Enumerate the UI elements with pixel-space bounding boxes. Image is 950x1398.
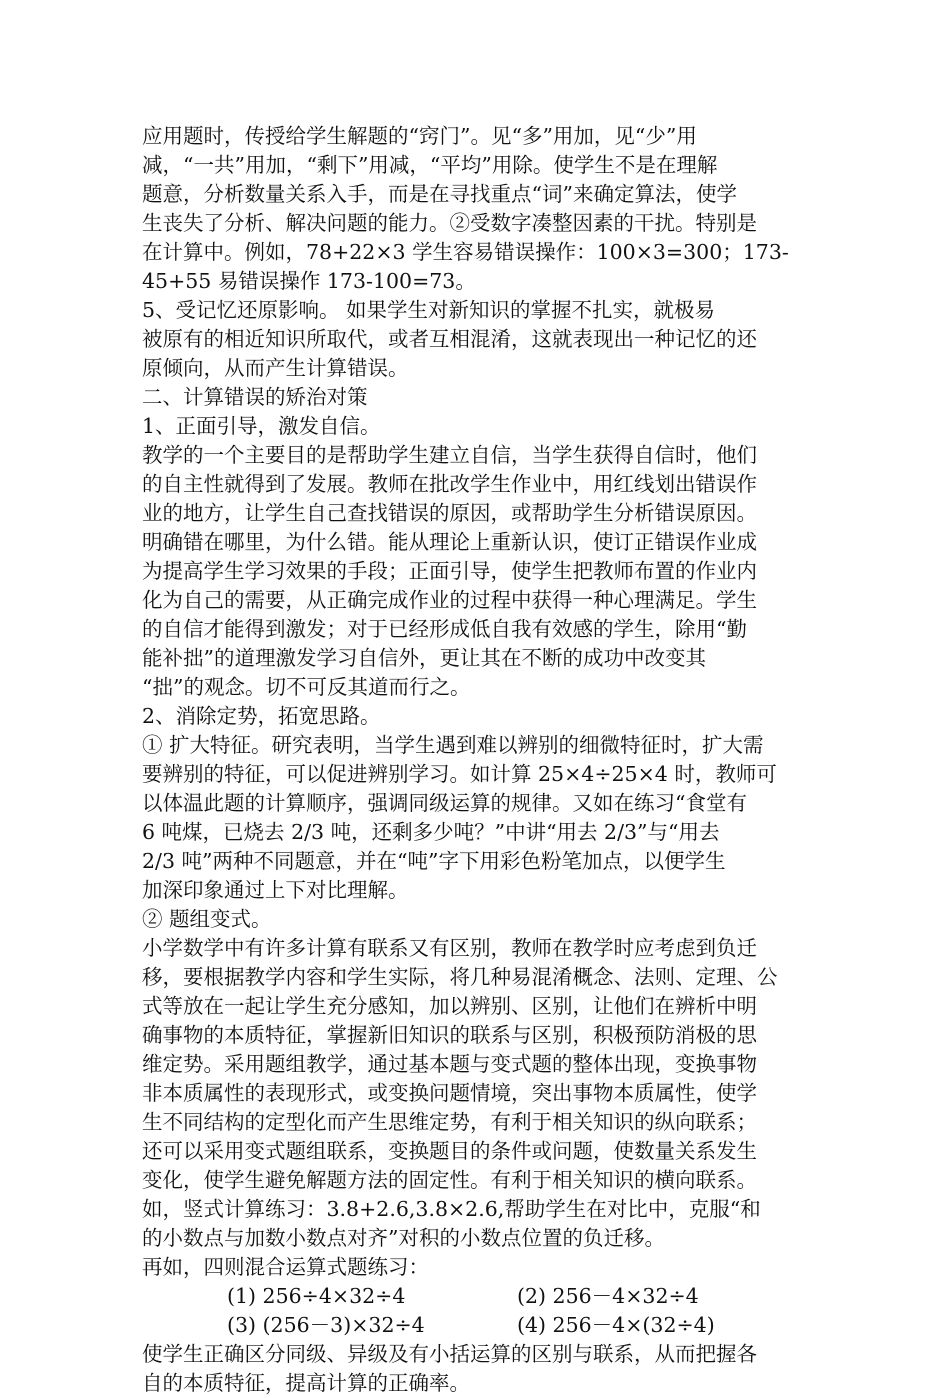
text-line: 在计算中。例如，78+22×3 学生容易错误操作：100×3=300；173- (142, 240, 789, 264)
text-line: 应用题时，传授给学生解题的“窍门”。见“多”用加，见“少”用 (142, 124, 697, 148)
document-body (142, 122, 822, 1398)
text-line: 6 吨煤，已烧去 2/3 吨，还剩多少吨？”中讲“用去 2/3”与“用去 (142, 820, 720, 844)
text-line: 移，要根据教学内容和学生实际，将几种易混淆概念、法则、定理、公 (142, 965, 778, 989)
text-line: 的自信才能得到激发；对于已经形成低自我有效感的学生，除用“勤 (142, 617, 747, 641)
text-line: 题意，分析数量关系入手，而是在寻找重点“词”来确定算法，使学 (142, 182, 737, 206)
text-line: 能补拙”的道理激发学习自信外，更让其在不断的成功中改变其 (142, 646, 706, 670)
text-line: 维定势。采用题组教学，通过基本题与变式题的整体出现，变换事物 (142, 1052, 757, 1076)
exercise-item: (3) (256－3)×32÷4 (227, 1313, 425, 1337)
text-line: 生不同结构的定型化而产生思维定势，有利于相关知识的纵向联系； (142, 1110, 757, 1134)
text-line: 1、正面引导，激发自信。 (142, 414, 381, 438)
exercise-list (142, 1282, 822, 1340)
text-line: 变化，使学生避免解题方法的固定性。有利于相关知识的横向联系。 (142, 1168, 757, 1192)
text-line: 加深印象通过上下对比理解。 (142, 878, 409, 902)
text-line: 非本质属性的表现形式，或变换问题情境，突出事物本质属性，使学 (142, 1081, 757, 1105)
text-line: 教学的一个主要目的是帮助学生建立自信，当学生获得自信时，他们 (142, 443, 757, 467)
text-line: 确事物的本质特征，掌握新旧知识的联系与区别，积极预防消极的思 (142, 1023, 757, 1047)
text-line: 2/3 吨”两种不同题意，并在“吨”字下用彩色粉笔加点，以便学生 (142, 849, 726, 873)
body-text-part1 (142, 122, 822, 1282)
text-line: 式等放在一起让学生充分感知，加以辨别、区别，让他们在辨析中明 (142, 994, 757, 1018)
text-line: 的小数点与加数小数点对齐”对积的小数点位置的负迁移。 (142, 1226, 665, 1250)
text-line: ① 扩大特征。研究表明，当学生遇到难以辨别的细微特征时，扩大需 (142, 733, 764, 757)
text-line: 再如，四则混合运算式题练习： (142, 1255, 429, 1279)
text-line: 还可以采用变式题组联系，变换题目的条件或问题，使数量关系发生 (142, 1139, 757, 1163)
text-line: 自的本质特征，提高计算的正确率。 (142, 1371, 470, 1395)
text-line: 以体温此题的计算顺序，强调同级运算的规律。又如在练习“食堂有 (142, 791, 747, 815)
text-line: 业的地方，让学生自己查找错误的原因，或帮助学生分析错误原因。 (142, 501, 757, 525)
text-line: 使学生正确区分同级、异级及有小括运算的区别与联系，从而把握各 (142, 1342, 757, 1366)
exercise-item: (1) 256÷4×32÷4 (227, 1284, 406, 1308)
text-line: 化为自己的需要，从正确完成作业的过程中获得一种心理满足。学生 (142, 588, 757, 612)
text-line: 减，“一共”用加，“剩下”用减，“平均”用除。使学生不是在理解 (142, 153, 718, 177)
exercise-row (142, 1311, 822, 1340)
text-line: 2、消除定势，拓宽思路。 (142, 704, 381, 728)
text-line: 的自主性就得到了发展。教师在批改学生作业中，用红线划出错误作 (142, 472, 757, 496)
body-text-part2 (142, 1340, 822, 1398)
text-line: 要辨别的特征，可以促进辨别学习。如计算 25×4÷25×4 时，教师可 (142, 762, 777, 786)
text-line: 如，竖式计算练习：3.8+2.6,3.8×2.6,帮助学生在对比中，克服“和 (142, 1197, 761, 1221)
text-line: 小学数学中有许多计算有联系又有区别，教师在教学时应考虑到负迁 (142, 936, 757, 960)
text-line: 生丧失了分析、解决问题的能力。②受数字凑整因素的干扰。特别是 (142, 211, 757, 235)
exercise-item: (2) 256－4×32÷4 (517, 1284, 699, 1308)
text-line: 二、计算错误的矫治对策 (142, 385, 368, 409)
text-line: ② 题组变式。 (142, 907, 272, 931)
text-line: 被原有的相近知识所取代，或者互相混淆，这就表现出一种记忆的还 (142, 327, 757, 351)
text-line: 45+55 易错误操作 173-100=73。 (142, 269, 476, 293)
text-line: “拙”的观念。切不可反其道而行之。 (142, 675, 471, 699)
text-line: 原倾向，从而产生计算错误。 (142, 356, 409, 380)
text-line: 5、受记忆还原影响。 如果学生对新知识的掌握不扎实，就极易 (142, 298, 716, 322)
text-line: 明确错在哪里，为什么错。能从理论上重新认识，使订正错误作业成 (142, 530, 757, 554)
text-line: 为提高学生学习效果的手段；正面引导，使学生把教师布置的作业内 (142, 559, 757, 583)
exercise-row (142, 1282, 822, 1311)
exercise-item: (4) 256－4×(32÷4) (517, 1313, 715, 1337)
